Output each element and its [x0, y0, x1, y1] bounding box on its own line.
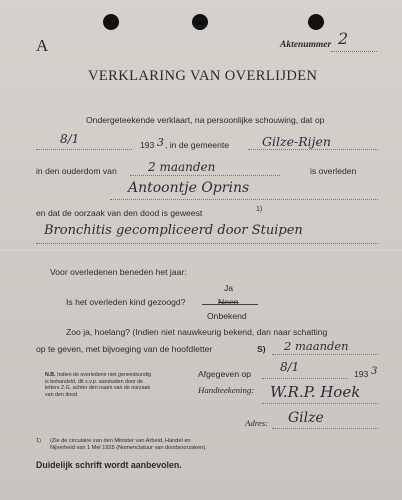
nb-label: N.B. — [45, 372, 56, 378]
year-prefix: 193 — [140, 140, 155, 150]
akte-value: 2 — [338, 29, 349, 48]
handteekening-label: Handteekening: — [198, 385, 255, 395]
punch-hole — [192, 14, 208, 30]
gemeente-line — [248, 149, 378, 150]
duration-line — [272, 354, 378, 355]
option-onbekend: Onbekend — [207, 311, 247, 321]
afgegeven-line — [262, 378, 348, 379]
date-line — [36, 149, 132, 150]
punch-hole — [308, 14, 324, 30]
cause-line — [36, 243, 378, 244]
intro-text: Ondergeteekende verklaart, na persoonlijke schouwing, dat op — [86, 115, 325, 125]
gemeente-label: , in de gemeente — [165, 140, 230, 150]
adres-value: Gilze — [288, 410, 324, 426]
children-heading: Voor overledenen beneden het jaar: — [50, 267, 187, 277]
year-value: 3 — [157, 136, 164, 149]
akte-line — [331, 51, 377, 52]
afgegeven-date: 8/1 — [280, 360, 300, 374]
strike-line — [202, 304, 258, 305]
gemeente-value: Gilze-Rijen — [262, 134, 331, 149]
nb-text-2: is behandeld, dit s.v.p. aanduiden door de — [45, 378, 143, 385]
paper-fold — [0, 250, 402, 251]
age-suffix: is overleden — [310, 166, 357, 176]
suckled-question: Is het overleden kind gezoogd? — [66, 297, 186, 307]
nb-text-1: Indien de overledene niet geneeskundig — [57, 372, 152, 378]
age-prefix: in den ouderdom van — [36, 166, 117, 176]
deceased-name: Antoontje Oprins — [128, 180, 250, 196]
akte-label: Aktenummer — [280, 40, 332, 50]
age-value: 2 maanden — [148, 160, 216, 174]
footnote-text — [50, 438, 207, 451]
afgegeven-label: Afgegeven op — [198, 369, 252, 379]
option-ja: Ja — [224, 283, 234, 293]
signature-line — [262, 403, 378, 404]
how-long-text-2: op te geven, met bijvoeging van de hoofdletter — [36, 344, 213, 354]
cause-label: en dat de oorzaak van den dood is geweest — [36, 208, 203, 218]
adres-label: Adres: — [245, 418, 269, 428]
option-neen: Neen — [218, 297, 239, 307]
footnote-text-2: Nijverheid van 1 Mei 1925 (Nomenclatuur van doodsoorzaken). — [50, 444, 207, 451]
footnote-mark: 1) — [36, 438, 41, 444]
footer-note: Duidelijk schrift wordt aanbevolen. — [36, 460, 182, 470]
letter-s: S) — [257, 344, 266, 354]
date-value: 8/1 — [60, 132, 80, 146]
signature-value: W.R.P. Hoek — [270, 383, 361, 401]
afgegeven-year-value: 3 — [371, 366, 378, 377]
adres-line — [272, 428, 378, 429]
duration-value: 2 maanden — [284, 339, 349, 353]
how-long-text: Zoo ja, hoelang? (Indien niet nauwkeurig bekend, dan naar schatting — [66, 327, 328, 337]
nb-note — [45, 372, 151, 398]
cause-value: Bronchitis gecompliceerd door Stuipen — [44, 223, 303, 238]
name-line — [110, 199, 378, 200]
form-letter: A — [36, 36, 49, 55]
afgegeven-year-prefix: 193 — [354, 369, 369, 379]
nb-text-4: van den dood. — [45, 391, 79, 398]
age-line — [130, 175, 280, 176]
footnote-text-1: (Zie de circulaire van den Minister van Arbeid, Handel en — [50, 438, 191, 444]
nb-text-3: letters Z.G. achter den naam van de oorzaak — [45, 385, 151, 392]
cause-footnote-mark: 1) — [256, 206, 263, 213]
page-title: VERKLARING VAN OVERLIJDEN — [88, 68, 318, 84]
punch-hole — [103, 14, 119, 30]
